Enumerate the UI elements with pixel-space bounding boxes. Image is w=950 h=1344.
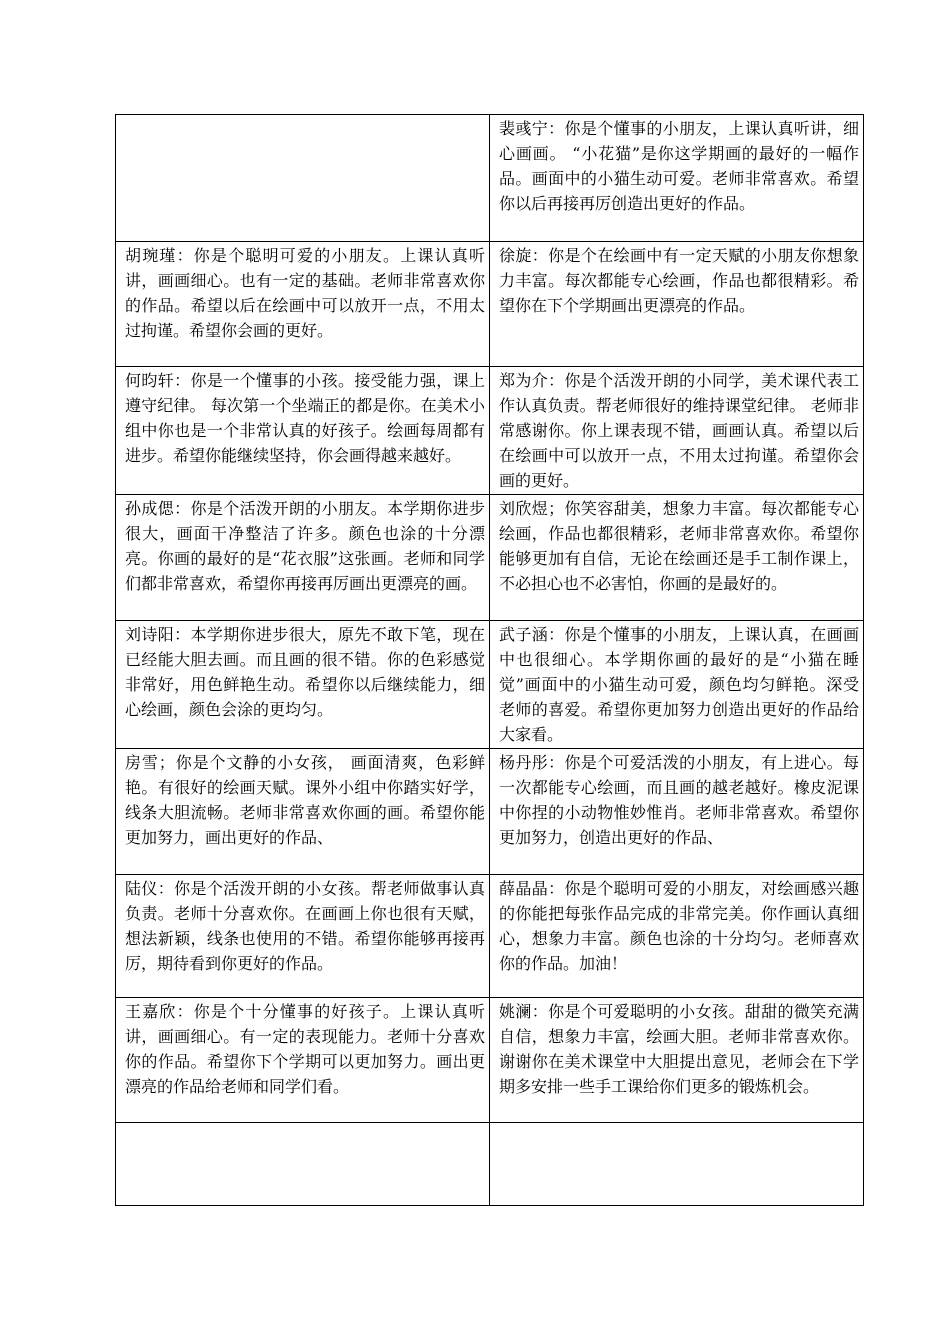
comment-cell-right: 郑为介：你是个活泼开朗的小同学，美术课代表工作认真负责。帮老师很好的维持课堂纪律。 老师非常感谢你。你上课表现不错，画画认真。希望以后在绘画中可以放开一点，不用太过拘谨。希望你会画的更好。: [490, 367, 864, 495]
table-row: [116, 115, 864, 242]
comment-cell-left: 孙成偲：你是个活泼开朗的小朋友。本学期你进步很大，画面干净整洁了许多。颜色也涂的十分漂亮。你画的最好的是“花衣服”这张画。老师和同学们都非常喜欢，希望你再接再厉画出更漂亮的画。: [116, 495, 490, 621]
comment-cell-right: 裴彧宁：你是个懂事的小朋友，上课认真听讲，细心画画。 “小花猫”是你这学期画的最好的一幅作品。画面中的小猫生动可爱。老师非常喜欢。希望你以后再接再厉创造出更好的作品。: [490, 115, 864, 242]
student-comments-table: [115, 114, 864, 1206]
table-row: [116, 749, 864, 875]
table-row: [116, 875, 864, 998]
comment-cell-left: [116, 1123, 490, 1206]
comment-cell-right: 杨丹彤：你是个可爱活泼的小朋友，有上进心。每一次都能专心绘画，而且画的越老越好。橡皮泥课中你捏的小动物惟妙惟肖。老师非常喜欢。希望你更加努力，创造出更好的作品、: [490, 749, 864, 875]
comment-cell-right: [490, 1123, 864, 1206]
comment-cell-left: 何昀轩：你是一个懂事的小孩。接受能力强，课上遵守纪律。 每次第一个坐端正的都是你。在美术小组中你也是一个非常认真的好孩子。绘画每周都有进步。希望你能继续坚持，你会画得越来越好。: [116, 367, 490, 495]
comment-cell-right: 刘欣煜；你笑容甜美，想象力丰富。每次都能专心绘画，作品也都很精彩，老师非常喜欢你。希望你能够更加有自信，无论在绘画还是手工制作课上，不必担心也不必害怕，你画的是最好的。: [490, 495, 864, 621]
table-row: [116, 367, 864, 495]
comment-cell-left: 房雪；你是个文静的小女孩， 画面清爽，色彩鲜艳。有很好的绘画天赋。课外小组中你踏实好学，线条大胆流畅。老师非常喜欢你画的画。希望你能更加努力，画出更好的作品、: [116, 749, 490, 875]
table-row: [116, 621, 864, 749]
comment-cell-left: 刘诗阳：本学期你进步很大，原先不敢下笔，现在已经能大胆去画。而且画的很不错。你的色彩感觉非常好，用色鲜艳生动。希望你以后继续能力，细心绘画，颜色会涂的更均匀。: [116, 621, 490, 749]
comment-cell-left: [116, 115, 490, 242]
comment-cell-left: 胡琬瑾：你是个聪明可爱的小朋友。上课认真听讲，画画细心。也有一定的基础。老师非常喜欢你的作品。希望以后在绘画中可以放开一点，不用太过拘谨。希望你会画的更好。: [116, 242, 490, 367]
comment-cell-right: 姚澜：你是个可爱聪明的小女孩。甜甜的微笑充满自信，想象力丰富，绘画大胆。老师非常喜欢你。谢谢你在美术课堂中大胆提出意见，老师会在下学期多安排一些手工课给你们更多的锻炼机会。: [490, 998, 864, 1123]
comment-cell-left: 王嘉欣：你是个十分懂事的好孩子。上课认真听讲，画画细心。有一定的表现能力。老师十分喜欢你的作品。希望你下个学期可以更加努力。画出更漂亮的作品给老师和同学们看。: [116, 998, 490, 1123]
comment-cell-right: 徐旋：你是个在绘画中有一定天赋的小朋友你想象力丰富。每次都能专心绘画，作品也都很精彩。希望你在下个学期画出更漂亮的作品。: [490, 242, 864, 367]
table-row: [116, 495, 864, 621]
comment-cell-right: 薛晶晶：你是个聪明可爱的小朋友，对绘画感兴趣的你能把每张作品完成的非常完美。你作画认真细心，想象力丰富。颜色也涂的十分均匀。老师喜欢你的作品。加油！: [490, 875, 864, 998]
comment-cell-left: 陆仪：你是个活泼开朗的小女孩。帮老师做事认真负责。老师十分喜欢你。在画画上你也很有天赋，想法新颖，线条也使用的不错。希望你能够再接再厉，期待看到你更好的作品。: [116, 875, 490, 998]
table-row: [116, 1123, 864, 1206]
comment-cell-right: 武子涵：你是个懂事的小朋友，上课认真，在画画中也很细心。本学期你画的最好的是“小猫在睡觉”画面中的小猫生动可爱，颜色均匀鲜艳。深受老师的喜爱。希望你更加努力创造出更好的作品给大家看。: [490, 621, 864, 749]
table-row: [116, 242, 864, 367]
table-row: [116, 998, 864, 1123]
